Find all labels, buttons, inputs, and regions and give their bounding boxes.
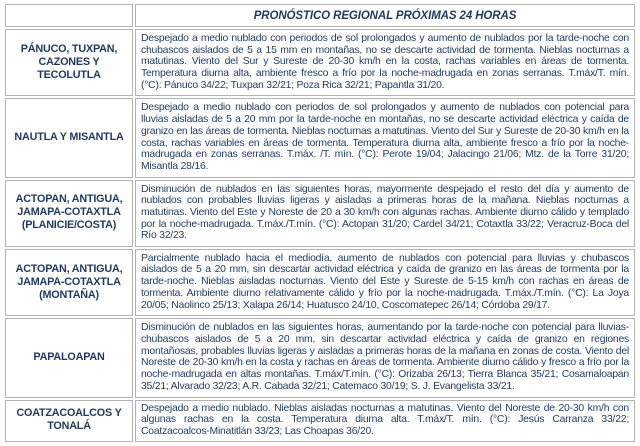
region-name: PAPALOAPAN (5, 318, 133, 397)
region-name: PÁNUCO, TUXPAN, CAZONES Y TECOLUTLA (5, 29, 133, 96)
table-header-row (5, 4, 635, 27)
table-title: PRONÓSTICO REGIONAL PRÓXIMAS 24 HORAS (135, 4, 635, 27)
forecast-text: Disminución de nublados en las siguientes horas, aumentando por la tarde-noche con potencial para lluvias-chubascos aislados de 5 a 20 mm, sin descartar actividad eléctrica y caída de granizo en regiones montañosas, probables lluvias ligeras y aisladas a primeras horas de la mañana en zonas de costa. Viento del Noreste de 20-30 km/h en la costa y rachas en áreas de tormenta. Ambiente diurno cálido y fresco a frío por la noche-madrugada en altas montañas. T.máx/T.mín. (°C): Orizaba 26/13; Tierra Blanca 35/21; Cosamaloapan 35/21; Alvarado 32/23; A.R. Cabada 32/21; Catemaco 30/19; S. J. Evangelista 33/21. (135, 318, 635, 397)
table-row (5, 249, 635, 316)
header-empty-cell (5, 4, 133, 27)
forecast-text: Despejado a medio nublado. Nieblas aisladas nocturnas a matutinas. Viento del Noreste de 20-30 km/h con algunas rachas en la costa. Temperatura diurna alta. T.máx/T. mín. (°C): Jesús Carranza 33/22; Coatzacoalcos-Minatitlán 33/23; Las Choapas 36/20. (135, 400, 635, 442)
region-name: NAUTLA Y MISANTLA (5, 98, 133, 177)
regional-forecast-table (3, 2, 637, 444)
forecast-text: Despejado a medio nublado con periodos de sol prolongados y aumento de nublados con potencial para lluvias aisladas de 5 a 20 mm por la tarde-noche en montañas, no se descarte actividad eléctrica y caída de granizo en las áreas de tormenta. Nieblas nocturnas a matutinas. Viento del Sur y Sureste de 20-30 km/h en la costa, rachas variables en áreas de tormenta. Temperatura diurna alta, ambiente fresco a frío por la noche-madrugada en zonas serranas. T.máx. /T. mín. (°C): Perote 19/04; Jalacingo 21/06; Mtz. de la Torre 31/20; Misantla 28/16. (135, 98, 635, 177)
table-row (5, 29, 635, 96)
region-name: ACTOPAN, ANTIGUA, JAMAPA-COTAXTLA (MONTAÑA) (5, 249, 133, 316)
table-row (5, 180, 635, 247)
table-row (5, 318, 635, 397)
forecast-text: Disminución de nublados en las siguientes horas, mayormente despejado el resto del día y aumento de nublados con probables lluvias ligeras y aisladas a primeras horas de la mañana. Nieblas nocturnas a matutinas. Viento del Este y Noreste de 20 a 30 km/h con algunas rachas. Ambiente diurno cálido y templado por la noche-madrugada. T.máx./T.mín. (°C): Actopan 31/20; Cardel 34/21; Cotaxtla 33/22; Veracruz-Boca del Río 32/23. (135, 180, 635, 247)
forecast-text: Parcialmente nublado hacia el mediodía, aumento de nublados con potencial para lluvias y chubascos aislados de 5 a 20 mm, sin descartar actividad eléctrica y caída de granizo en las áreas de tormenta por la tarde-noche. Nieblas aisladas nocturnas. Viento del Este y Sureste de 5-15 km/h con rachas en áreas de tormenta. Ambiente diurno relativamente cálido y frío por la noche-madrugada. T.máx./T.mín. (°C): La Joya 20/05; Naolinco 25/13; Xalapa 26/14; Huatusco 24/10, Coscomatepec 26/14; Córdoba 29/17. (135, 249, 635, 316)
region-name: COATZACOALCOS Y TONALÁ (5, 400, 133, 442)
region-name: ACTOPAN, ANTIGUA, JAMAPA-COTAXTLA (PLANICIE/COSTA) (5, 180, 133, 247)
table-row (5, 98, 635, 177)
table-row (5, 400, 635, 442)
forecast-text: Despejado a medio nublado con periodos de sol prolongados y aumento de nublados por la tarde-noche con chubascos aislados de 5 a 15 mm en montañas, no se descarte actividad de tormenta. Nieblas nocturnas a matutinas. Viento del Sur y Sureste de 20-30 km/h en la costa, rachas variables en áreas de tormenta. Temperatura diurna alta, ambiente fresco a frío por la noche-madrugada en zonas serranas. T.máx/T. mín. (°C): Pánuco 34/22; Tuxpan 32/21; Poza Rica 32/21; Papantla 31/20. (135, 29, 635, 96)
